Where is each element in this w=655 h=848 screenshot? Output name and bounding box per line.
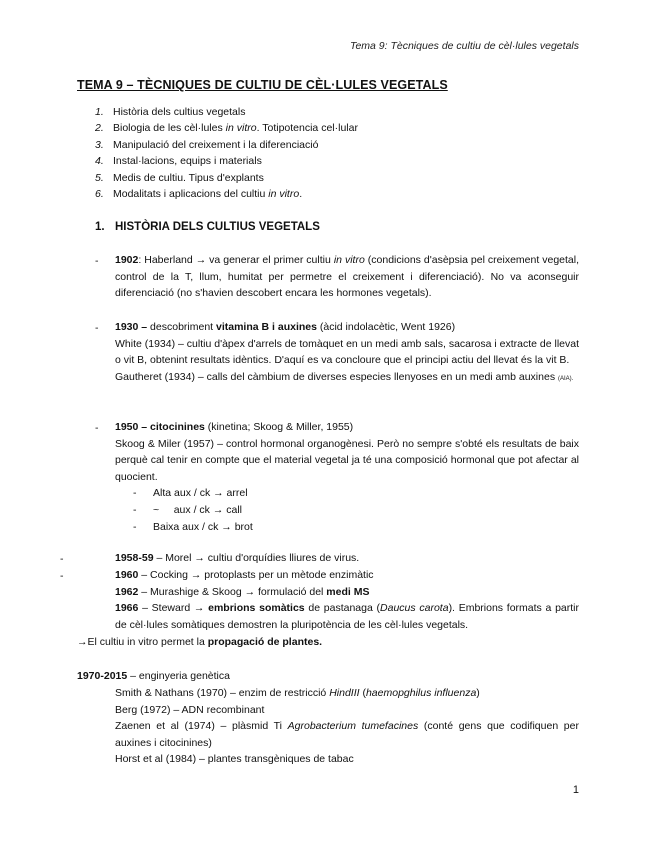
- bullet-dash: -: [95, 422, 99, 434]
- entry-1930: 1930 – descobriment vitamina B i auxines (àcid indolacètic, Went 1926) White (1934) – cultiu d'àpex d'arrels de tomàquet en un medi amb sals, sacarosa i extracte de llevat o vit B, obtenint resultats idèntics. D'aquí es va concloure que el principi actiu del llevat és la vit B. Gautheret (1934) – calls del càmbium de diverses especies llenyoses en un medi amb auxines (AIA).: [115, 321, 579, 383]
- toc-number: 3.: [95, 138, 104, 151]
- toc-item: [95, 170, 358, 186]
- page-number: 1: [572, 784, 579, 796]
- running-header: Tema 9: Tècniques de cultiu de cèl·lules vegetals: [350, 40, 579, 52]
- toc-number: 6.: [95, 188, 104, 201]
- bullet-dash: -: [95, 255, 99, 267]
- entry-1958: 1958-59 – Morel → cultiu d'orquídies lliures de virus.: [115, 552, 360, 564]
- toc-label: Instal·lacions, equips i materials: [113, 155, 262, 168]
- list-item: - Baixa aux / ck → brot: [133, 520, 253, 533]
- toc-number: 2.: [95, 122, 104, 135]
- entry-1950: 1950 – citocinines (kinetina; Skoog & Miller, 1955) Skoog & Miler (1957) – control hormonal organogènesi. Però no sempre s'obté els resultats de baix perquè cal tenir en compte que el material vegetal ja té una composició hormonal que pot afectar al quocient. - Alta aux / ck → arrel - ~ aux / ck → call - Baixa aux / ck → brot: [115, 419, 579, 535]
- toc-item: [95, 104, 358, 120]
- page-title: TEMA 9 – TÈCNIQUES DE CULTIU DE CÈL·LULES VEGETALS: [77, 78, 448, 92]
- toc-label: Història dels cultius vegetals: [113, 106, 246, 118]
- toc-item: [95, 186, 358, 202]
- bullet-dash: -: [60, 570, 64, 582]
- toc-item: [95, 137, 358, 153]
- entry-1960: 1960 – Cocking → protoplasts per un mètode enzimàtic 1962 – Murashige & Skoog → formulació del medi MS 1966 – Steward → embrions somàtics de pastanaga (Daucus carota). Embrions formats a partir de cèl·lules somàtiques demostren la pluripotència de les cèl·lules vegetals.: [115, 569, 579, 631]
- toc-number: 4.: [95, 155, 104, 168]
- toc-label: Manipulació del creixement i la diferenciació: [113, 138, 319, 151]
- toc-item: [95, 120, 358, 136]
- table-of-contents: [95, 104, 358, 202]
- bullet-dash: -: [95, 322, 99, 334]
- toc-item: [95, 153, 358, 169]
- toc-label: Biologia de les cèl·lules in vitro. Totipotencia cel·lular: [113, 122, 358, 135]
- list-item: - Alta aux / ck → arrel: [133, 487, 248, 500]
- toc-number: 1.: [95, 106, 104, 118]
- arrow-icon: →: [77, 636, 88, 648]
- toc-label: Modalitats i aplicacions del cultiu in vitro.: [113, 188, 303, 201]
- toc-number: 5.: [95, 171, 104, 184]
- entry-1902: 1902: Haberland → va generar el primer cultiu in vitro (condicions d'asèpsia pel creixement vegetal, control de la T, llum, humitat per permetre el creixement i diferenciació). No va aconseguir diferenciació (no s'havien descobert encara les hormones vegetals).: [115, 254, 580, 300]
- conclusion-line: →El cultiu in vitro permet la propagació de plantes.: [77, 636, 323, 648]
- entry-1970-details: Smith & Nathans (1970) – enzim de restricció HindIII (haemopghilus influenza) Berg (1972) – ADN recombinant Zaenen et al (1974) – plàsmid Ti Agrobacterium tumefacines (conté gens que codifiquen per auxines i citocinines) Horst et al (1984) – plantes transgèniques de tabac: [115, 687, 579, 766]
- entry-1970: 1970-2015 – enginyeria genètica: [77, 670, 230, 682]
- bullet-dash: -: [60, 553, 64, 565]
- toc-label: Medis de cultiu. Tipus d'explants: [113, 171, 264, 184]
- section-heading: 1. HISTÒRIA DELS CULTIUS VEGETALS: [95, 221, 320, 233]
- list-item: - ~ aux / ck → call: [133, 503, 242, 516]
